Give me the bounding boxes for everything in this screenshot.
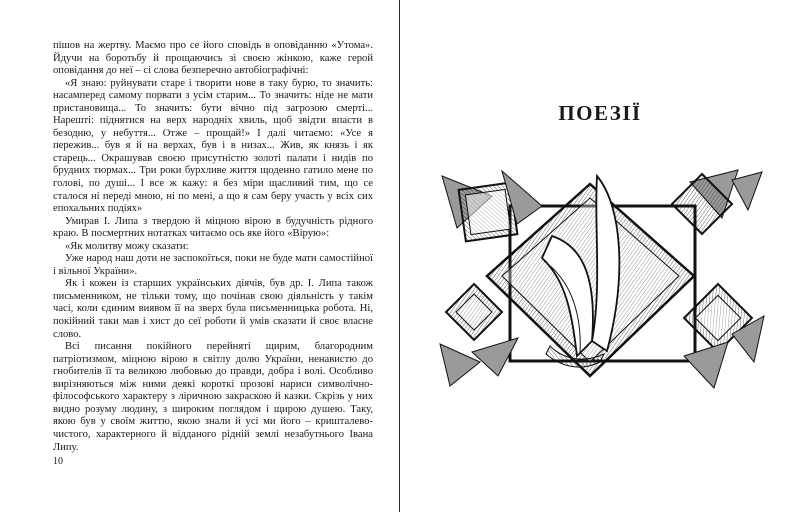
- book-ornament-illustration: [432, 166, 768, 406]
- paragraph: «Як молитву можу сказати:: [65, 240, 189, 252]
- section-title: ПОЕЗІЇ: [558, 101, 642, 125]
- paragraph: Умирав І. Липа з твердою й міцною вірою в будучність рідного краю. В посмертних нотатках читаємо ось яке його «Вірую»:: [53, 215, 373, 240]
- paragraph: «Я знаю: руйнувати старе і творити нове в таку бурю, то значить: насамперед самому порвати з усім старим... То значить: ніде не мати пристановища... То значить: бути вічно під загрозою смерті... Нарешті: піднятися на верх народніх хвиль, щоб звідти впасти в безодню, у небуття... Отже – прощай!» І далі читаємо: «Усе я пережив... був я й на верхах, був і в низах... Жив, як князь і як старець... Окрашував своєю присутністю золоті палати і нидів по брудних тюрмах... Три роки бурхливе життя щоденно гатило мене по голові, по душі... І все ж кажу: я без міри щасливий тим, що се сталося ні переді мною, ні по мені, а що я сам беру участь у всіх сих епохальних подіях»: [53, 77, 373, 215]
- paragraph: Як і кожен із старших українських діячів, був др. І. Липа також письменником, не тільки тому, що почінав свою діяльність у такім часі, коли єдиним виявом її на зверх була письменницька робота. Ні, покійний таки мав і хист до сеї роботи й умів сказати й своє власне слово.: [53, 278, 373, 340]
- left-page: [0, 0, 399, 512]
- body-text: [53, 40, 373, 454]
- right-page: [400, 0, 800, 512]
- gray-triangle: [440, 344, 480, 386]
- paragraph: Всі писання покійного перейняті щирим, благородним патріотизмом, міцною вірою в світлу долю України, ненавистю до гнобителів її та великою любовью до правди, добра і волі. Особливо вирізняються між ними деякі короткі прозові нариси символічно-філософського характеру з ліричною закраскою й казки. Скрізь у них видно розуму людину, з широким поглядом і щирою душею. Таку, якою був у своїм життю, якою знали й усі ми його – кришталево-чистого, характерного й відданого рідній землі незабутнього Івана Липу.: [53, 341, 373, 453]
- paragraph: Уже народ наш доти не заспокоїться, поки не буде мати самостійної і вільної України».: [53, 253, 373, 277]
- page-number: 10: [53, 456, 63, 467]
- paragraph: пішов на жертву. Маємо про се його сповідь в оповіданню «Утома». Йдучи на боротьбу й прощаючись зі своєю жінкою, каже герой оповідання до неї – сі слова безперечно автобіографічні:: [53, 40, 373, 77]
